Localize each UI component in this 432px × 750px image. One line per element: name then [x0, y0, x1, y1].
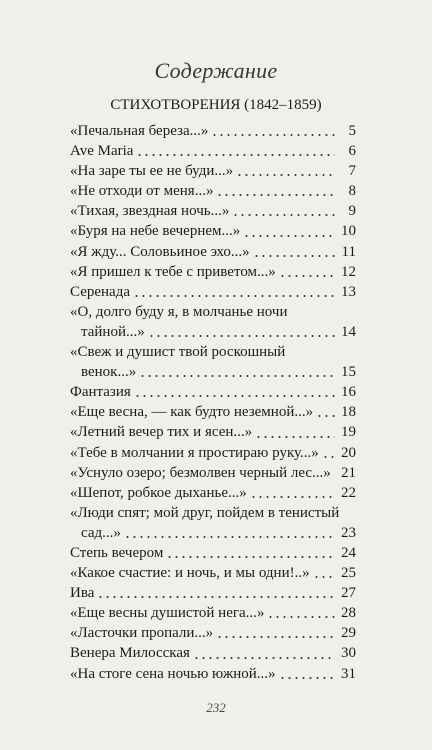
dot-leader: [133, 295, 335, 297]
toc-entry[interactable]: [70, 141, 356, 161]
entry-title: Фантазия: [70, 384, 131, 401]
entry-title: Ива: [70, 585, 95, 602]
toc-entry[interactable]: [70, 463, 356, 483]
entry-page-number: 6: [348, 143, 356, 160]
toc-entry[interactable]: [70, 623, 356, 643]
section-heading: СТИХОТВОРЕНИЯ (1842–1859): [110, 97, 322, 113]
entry-page-number: 8: [348, 183, 356, 200]
dot-leader: [216, 194, 335, 196]
dot-leader: [136, 154, 335, 156]
entry-title: «Уснуло озеро; безмолвен черный лес...»: [70, 464, 331, 481]
dot-leader: [216, 636, 335, 638]
toc-entry[interactable]: [70, 443, 356, 463]
entry-title: «На заре ты ее не буди...»: [70, 163, 234, 180]
entry-page-number: 19: [341, 424, 356, 441]
entry-page-number: 11: [341, 243, 356, 260]
toc-entry[interactable]: [70, 402, 356, 422]
page-title: Содержание: [154, 58, 278, 83]
entry-page-number: 31: [341, 665, 356, 682]
entry-title: венок...»: [81, 364, 137, 381]
entry-title: «Ласточки пропали...»: [70, 625, 214, 642]
toc-entry[interactable]: [70, 181, 356, 201]
entry-page-number: 28: [341, 605, 356, 622]
entry-page-number: 21: [341, 464, 356, 481]
dot-leader: [253, 255, 335, 257]
dot-leader: [334, 476, 335, 478]
entry-page-number: 15: [341, 364, 356, 381]
entry-title: Серенада: [70, 283, 130, 300]
dot-leader: [97, 596, 335, 598]
toc-entry[interactable]: [70, 643, 356, 663]
toc-entry[interactable]: [70, 221, 356, 241]
dot-leader: [134, 395, 335, 397]
entry-page-number: 24: [341, 544, 356, 561]
toc-entry[interactable]: [70, 342, 356, 382]
entry-title: «На стоге сена ночью южной...»: [70, 665, 276, 682]
toc-entry[interactable]: [70, 201, 356, 221]
entry-page-number: 23: [341, 524, 356, 541]
toc-entry[interactable]: [70, 161, 356, 181]
toc-entry[interactable]: [70, 382, 356, 402]
entry-page-number: 7: [348, 163, 356, 180]
entry-title: «Тихая, звездная ночь...»: [70, 203, 230, 220]
entry-page-number: 10: [341, 223, 356, 240]
entry-page-number: 16: [341, 384, 356, 401]
toc-entry[interactable]: [70, 282, 356, 302]
entry-title-line1: «О, долго буду я, в молчанье ночи: [70, 303, 288, 320]
entry-page-number: 30: [341, 645, 356, 662]
entry-page-number: 18: [341, 404, 356, 421]
entry-title: «Еще весны душистой нега...»: [70, 605, 265, 622]
entry-title-line1: «Люди спят; мой друг, пойдем в тенистый: [70, 504, 340, 521]
table-of-contents: [70, 121, 356, 684]
entry-page-number: 12: [341, 263, 356, 280]
entry-title: «Буря на небе вечернем...»: [70, 223, 241, 240]
entry-title: «Печальная береза...»: [70, 123, 209, 139]
toc-entry[interactable]: [70, 503, 356, 543]
toc-entry[interactable]: [70, 603, 356, 623]
entry-title: Венера Милосская: [70, 645, 190, 662]
entry-title: «Я жду... Соловьиное эхо...»: [70, 243, 250, 260]
entry-title-line1: «Свеж и душист твой роскошный: [70, 344, 286, 361]
dot-leader: [148, 335, 335, 337]
entry-title: «Тебе в молчании я простираю руку...»: [70, 444, 319, 461]
dot-leader: [313, 576, 335, 578]
dot-leader: [279, 677, 335, 679]
dot-leader: [243, 235, 335, 237]
toc-entry[interactable]: [70, 483, 356, 503]
dot-leader: [124, 536, 335, 538]
dot-leader: [316, 415, 335, 417]
toc-entry[interactable]: [70, 262, 356, 282]
entry-title: сад...»: [81, 524, 121, 541]
toc-entry[interactable]: [70, 121, 356, 141]
entry-title: «Еще весна, — как будто неземной...»: [70, 404, 314, 421]
toc-entry[interactable]: [70, 563, 356, 583]
dot-leader: [211, 134, 335, 136]
entry-page-number: 29: [341, 625, 356, 642]
dot-leader: [139, 375, 335, 377]
toc-entry[interactable]: [70, 302, 356, 342]
dot-leader: [250, 496, 335, 498]
entry-title: Степь вечером: [70, 544, 164, 561]
entry-title: «Не отходи от меня...»: [70, 183, 214, 200]
entry-page-number: 14: [341, 323, 356, 340]
entry-page-number: 25: [341, 565, 356, 582]
dot-leader: [166, 556, 335, 558]
dot-leader: [255, 436, 335, 438]
toc-entry[interactable]: [70, 583, 356, 603]
dot-leader: [236, 174, 335, 176]
entry-page-number: 22: [341, 484, 356, 501]
entry-title: «Шепот, робкое дыханье...»: [70, 484, 247, 501]
toc-entry[interactable]: [70, 422, 356, 442]
page-number: 232: [206, 700, 226, 715]
dot-leader: [279, 275, 335, 277]
dot-leader: [193, 657, 335, 659]
dot-leader: [232, 214, 335, 216]
entry-page-number: 27: [341, 585, 356, 602]
entry-page-number: 5: [348, 123, 356, 139]
entry-page-number: 20: [341, 444, 356, 461]
toc-entry[interactable]: [70, 242, 356, 262]
toc-entry[interactable]: [70, 664, 356, 684]
entry-page-number: 9: [348, 203, 356, 220]
entry-page-number: 13: [341, 283, 356, 300]
entry-title: Ave Maria: [70, 143, 134, 160]
entry-title: тайной...»: [81, 323, 145, 340]
entry-title: «Летний вечер тих и ясен...»: [70, 424, 253, 441]
dot-leader: [267, 616, 335, 618]
entry-title: «Я пришел к тебе с приветом...»: [70, 263, 276, 280]
dot-leader: [322, 456, 335, 458]
toc-entry[interactable]: [70, 543, 356, 563]
entry-title: «Какое счастие: и ночь, и мы одни!..»: [70, 565, 310, 582]
